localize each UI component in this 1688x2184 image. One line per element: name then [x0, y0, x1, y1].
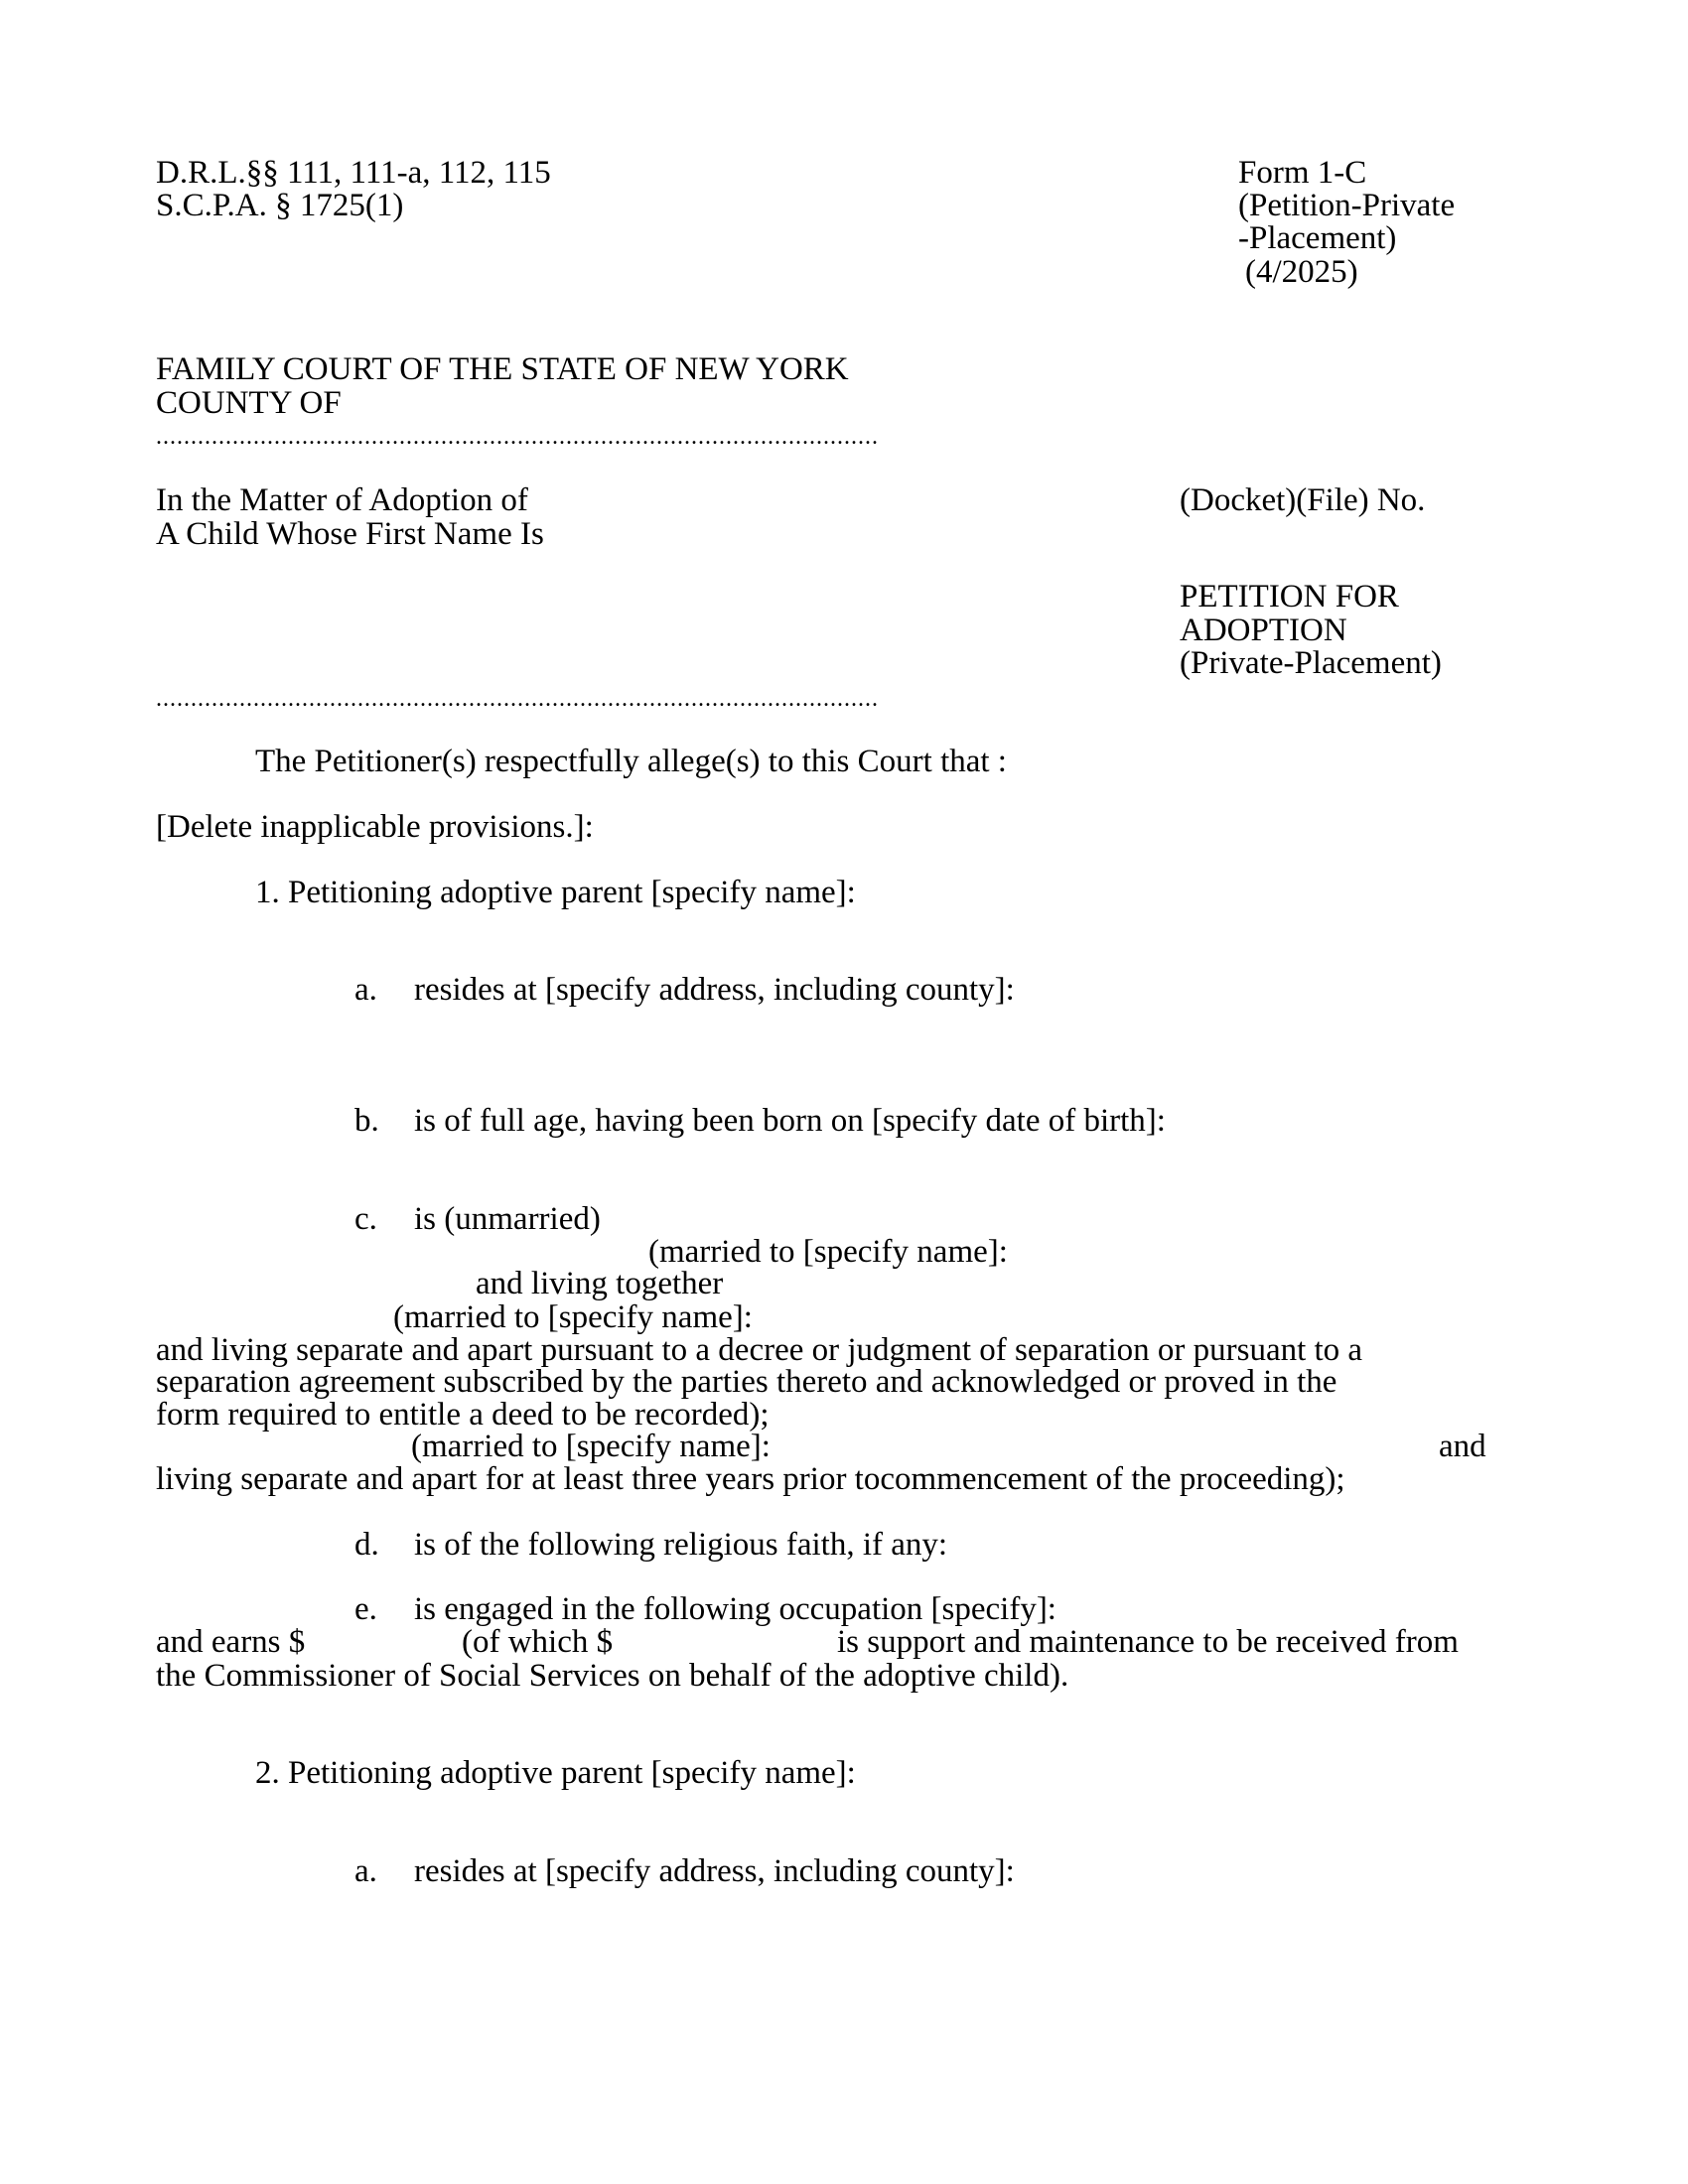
item-text: (of which $	[462, 1624, 614, 1660]
item-text: is engaged in the following occupation [specify]:	[414, 1591, 1056, 1627]
form-date: (4/2025)	[1245, 254, 1358, 290]
statute-reference: D.R.L.§§ 111, 111-a, 112, 115	[156, 155, 551, 191]
item-text: (married to [specify name]:	[648, 1234, 1008, 1270]
form-type: (Petition-Private	[1238, 188, 1456, 223]
item-text: is of full age, having been born on [specify date of birth]:	[414, 1103, 1166, 1139]
item-label: b.	[354, 1103, 379, 1139]
item-text: resides at [specify address, including county]:	[414, 972, 1015, 1008]
item-text: separation agreement subscribed by the parties thereto and acknowledged or proved in the	[156, 1364, 1337, 1400]
form-type: -Placement)	[1238, 220, 1397, 256]
matter-caption: In the Matter of Adoption of	[156, 482, 528, 518]
document-subtitle: (Private-Placement)	[1180, 645, 1442, 681]
document-title: ADOPTION	[1180, 613, 1347, 648]
item-text: and living together	[476, 1266, 724, 1301]
item-text: (married to [specify name]:	[393, 1299, 753, 1335]
form-number: Form 1-C	[1238, 155, 1367, 191]
item-text: the Commissioner of Social Services on behalf of the adoptive child).	[156, 1658, 1069, 1694]
matter-caption: A Child Whose First Name Is	[156, 516, 544, 552]
item-label: e.	[354, 1591, 377, 1627]
section-2-heading: 2. Petitioning adoptive parent [specify name]:	[255, 1755, 856, 1791]
item-label: d.	[354, 1527, 379, 1563]
court-name: FAMILY COURT OF THE STATE OF NEW YORK	[156, 351, 849, 387]
document-title: PETITION FOR	[1180, 579, 1399, 614]
child-name-blank-line: ........................................................................................................	[156, 686, 879, 712]
section-1-heading: 1. Petitioning adoptive parent [specify name]:	[255, 875, 856, 910]
item-text: resides at [specify address, including county]:	[414, 1853, 1015, 1889]
county-blank-line: ........................................................................................................	[156, 424, 879, 450]
item-text: is of the following religious faith, if any:	[414, 1527, 948, 1563]
item-text: and living separate and apart pursuant to a decree or judgment of separation or pursuant to a	[156, 1332, 1363, 1368]
item-text: form required to entitle a deed to be recorded);	[156, 1397, 770, 1433]
item-text: is support and maintenance to be received from	[837, 1624, 1459, 1660]
item-label: a.	[354, 1853, 377, 1889]
instruction-note: [Delete inapplicable provisions.]:	[156, 809, 594, 845]
county-label: COUNTY OF	[156, 385, 342, 421]
item-text: living separate and apart for at least three years prior tocommencement of the proceeding);	[156, 1461, 1345, 1497]
item-text: and earns $	[156, 1624, 306, 1660]
item-label: c.	[354, 1201, 377, 1237]
item-text: is (unmarried)	[414, 1201, 601, 1237]
item-text: and	[1439, 1429, 1486, 1464]
docket-number-label: (Docket)(File) No.	[1180, 482, 1426, 518]
intro-paragraph: The Petitioner(s) respectfully allege(s) to this Court that :	[255, 744, 1007, 779]
statute-reference: S.C.P.A. § 1725(1)	[156, 188, 404, 223]
item-label: a.	[354, 972, 377, 1008]
item-text: (married to [specify name]:	[411, 1429, 771, 1464]
